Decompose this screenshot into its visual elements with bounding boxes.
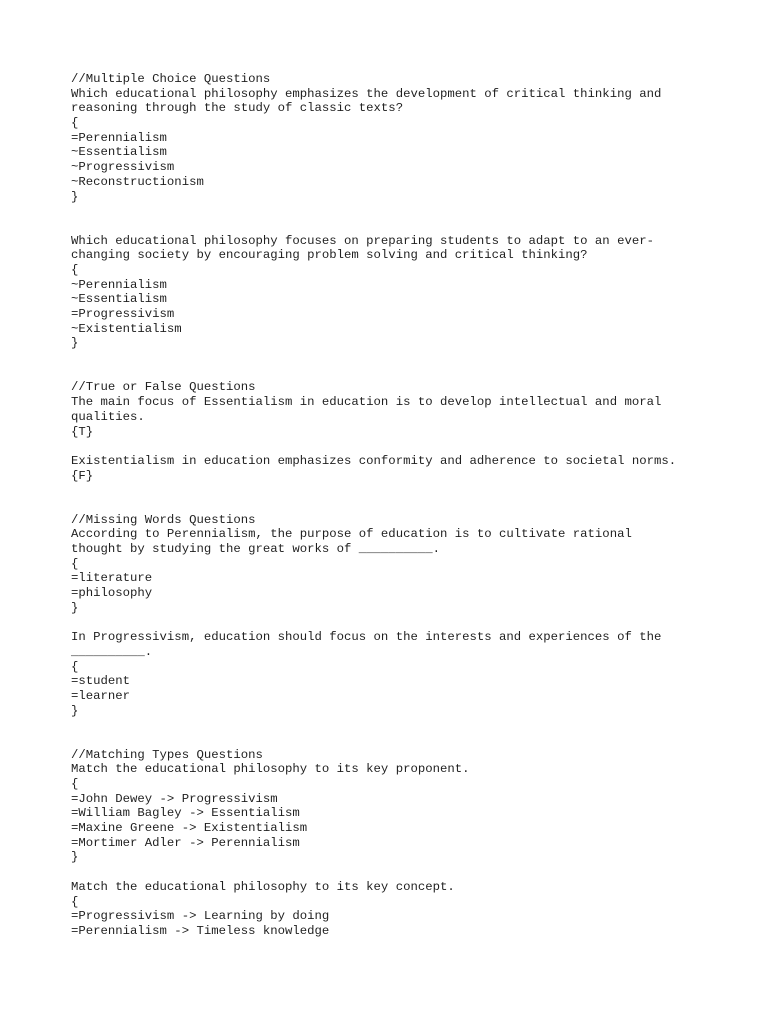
text-line: Match the educational philosophy to its key concept. (71, 879, 455, 894)
blank-line (71, 718, 711, 733)
text-line: { (71, 777, 79, 791)
text-line: { (71, 894, 79, 909)
blank-line (71, 498, 711, 513)
text-line: =learner (71, 688, 131, 703)
text-line: ~Reconstructionism (71, 174, 204, 189)
text-line: //Matching Types Questions (71, 747, 263, 762)
text-line: //Multiple Choice Questions (71, 72, 271, 86)
text-line: =Perennialism (71, 130, 167, 145)
text-line: qualities. (71, 409, 145, 424)
text-line: Existentialism in education emphasizes conformity and adherence to societal norms. (71, 453, 677, 468)
blank-line (71, 351, 711, 366)
text-line: Which educational philosophy emphasizes the development of critical thinking and (71, 86, 662, 101)
blank-line (71, 439, 711, 454)
text-line: =Maxine Greene -> Existentialism (71, 821, 308, 836)
blank-line (71, 733, 711, 748)
text-line: { (71, 116, 79, 131)
text-line: changing society by encouraging problem solving and critical thinking? (71, 248, 588, 263)
text-line: } (71, 703, 79, 718)
text-line: =Perennialism -> Timeless knowledge (71, 923, 330, 938)
text-line: //Missing Words Questions (71, 512, 256, 527)
text-line: } (71, 336, 79, 351)
text-line: ~Existentialism (71, 321, 182, 336)
text-line: } (71, 189, 79, 204)
text-line: } (71, 600, 79, 615)
text-line: =Progressivism -> Learning by doing (71, 909, 330, 924)
text-line: } (71, 850, 79, 865)
text-line: { (71, 262, 79, 277)
text-line: reasoning through the study of classic texts? (71, 101, 404, 116)
text-line: ~Essentialism (71, 145, 167, 160)
text-line: =philosophy (71, 586, 153, 601)
blank-line (71, 219, 711, 234)
text-line: Which educational philosophy focuses on preparing students to adapt to an ever- (71, 233, 654, 248)
text-line: __________. (71, 644, 153, 659)
text-line: =Progressivism (71, 307, 175, 321)
text-line: =student (71, 674, 131, 689)
text-line: { (71, 556, 79, 571)
text-line: In Progressivism, education should focus on the interests and experiences of the (71, 630, 662, 645)
text-line: ~Progressivism (71, 160, 175, 175)
blank-line (71, 483, 711, 498)
text-line: ~Perennialism (71, 277, 167, 292)
text-line: According to Perennialism, the purpose of education is to cultivate rational (71, 527, 632, 542)
text-line: { (71, 659, 79, 674)
text-line: thought by studying the great works of __________. (71, 542, 440, 556)
text-line: =William Bagley -> Essentialism (71, 806, 300, 821)
text-line: =John Dewey -> Progressivism (71, 791, 278, 806)
text-line: =literature (71, 571, 153, 586)
text-line: {T} (71, 424, 94, 439)
text-line: =Mortimer Adler -> Perennialism (71, 835, 300, 850)
document-page (71, 72, 711, 939)
blank-line (71, 366, 711, 381)
blank-line (71, 204, 711, 219)
blank-line (71, 615, 711, 630)
text-line: ~Essentialism (71, 292, 167, 307)
text-line: //True or False Questions (71, 380, 256, 395)
text-line: Match the educational philosophy to its key proponent. (71, 762, 470, 777)
text-line: {F} (71, 468, 94, 483)
text-line: The main focus of Essentialism in education is to develop intellectual and moral (71, 395, 662, 410)
blank-line (71, 865, 711, 880)
